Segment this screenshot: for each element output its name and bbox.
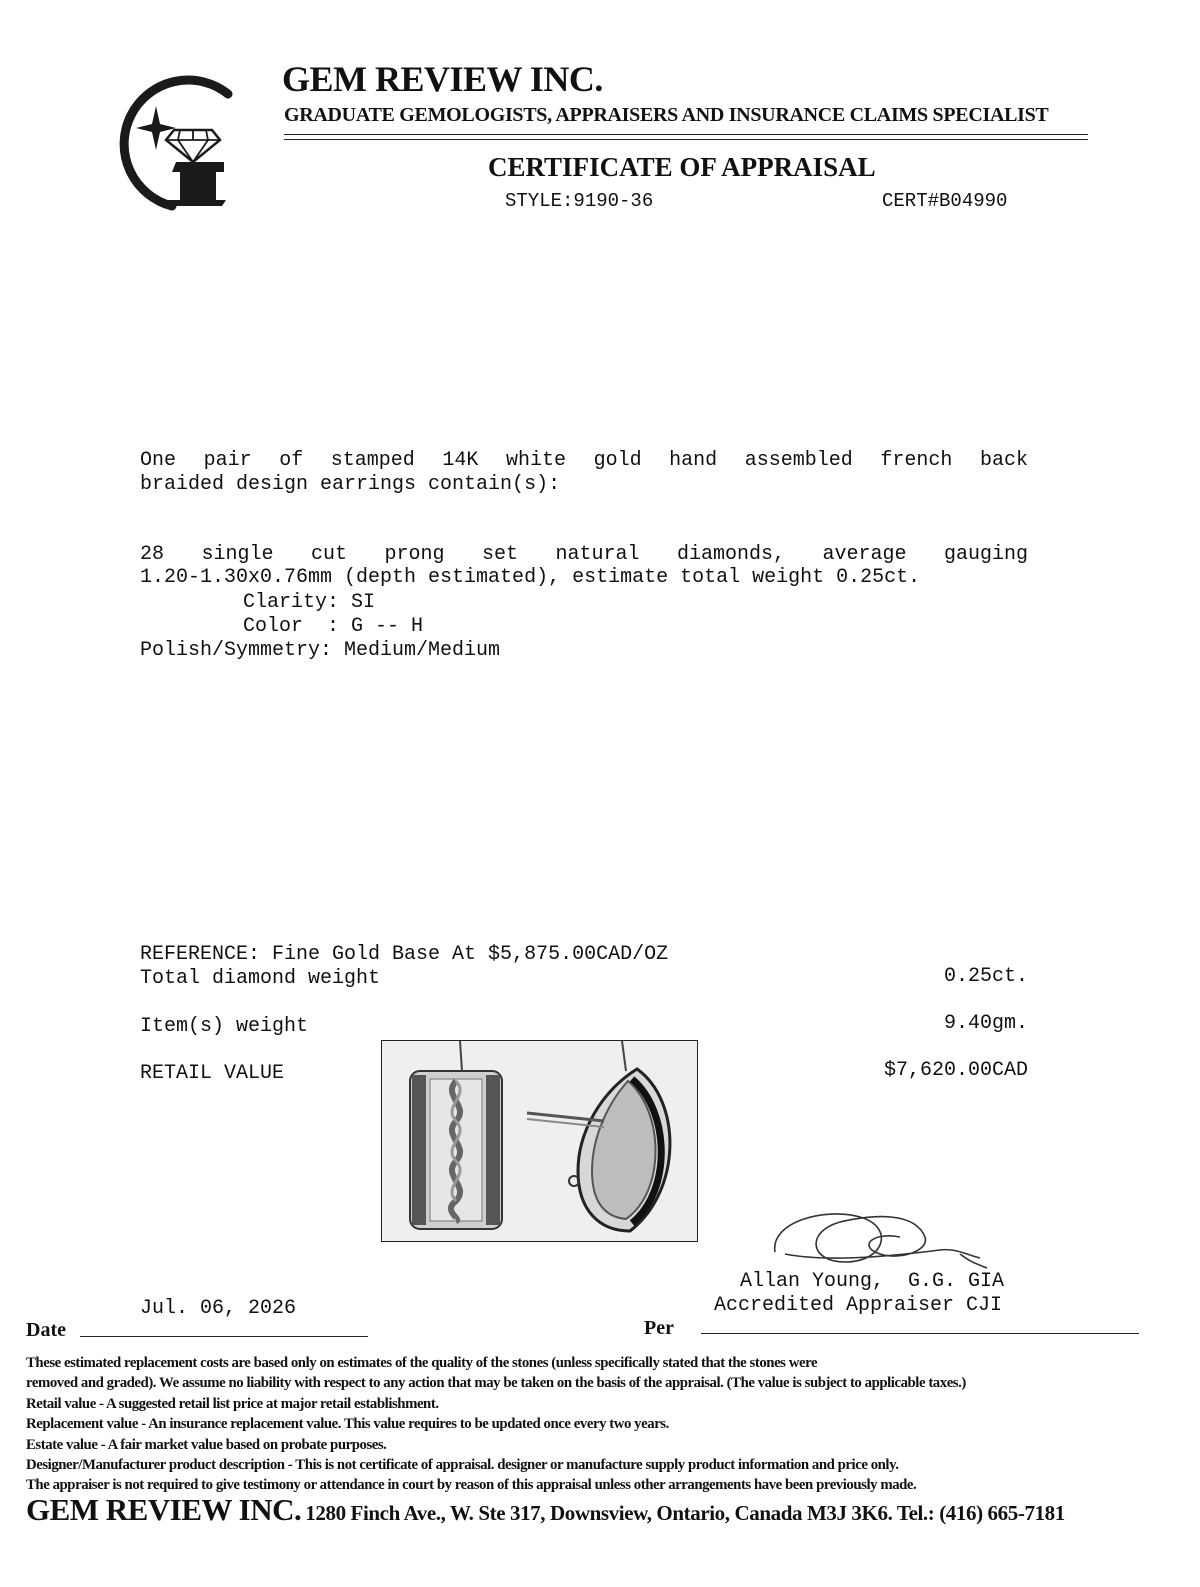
diamond-weight-label: Total diamond weight xyxy=(140,967,381,990)
footer-address: 1280 Finch Ave., W. Ste 317, Downsview, Ontario, Canada M3J 3K6. Tel.: (416) 665-7181 xyxy=(305,1501,1065,1525)
diamond-weight-value: 0.25ct. xyxy=(943,965,1028,988)
item-description: braided design earrings contain(s): xyxy=(140,473,561,496)
disclaimer-line: Retail value - A suggested retail list price at major retail establishment. xyxy=(26,1395,439,1412)
date-signature-line xyxy=(80,1336,368,1337)
earrings-image xyxy=(382,1041,698,1242)
per-signature-line xyxy=(701,1333,1139,1334)
header-divider xyxy=(284,134,1088,135)
certificate-title: CERTIFICATE OF APPRAISAL xyxy=(488,152,876,182)
disclaimer-line: Estate value - A fair market value based on probate purposes. xyxy=(26,1436,387,1453)
company-name: GEM REVIEW INC. xyxy=(282,59,603,99)
appraiser-signature-icon xyxy=(765,1192,995,1282)
product-photo xyxy=(381,1040,698,1242)
disclaimer-line: Designer/Manufacturer product description - This is not certificate of appraisal. designer or manufacture supply product information and price only. xyxy=(26,1457,899,1474)
appraisal-date: Jul. 06, 2026 xyxy=(140,1297,297,1320)
stone-color: Color : G -- H xyxy=(243,615,424,638)
style-number: STYLE:9190-36 xyxy=(505,190,654,212)
disclaimer xyxy=(26,1353,1186,1496)
appraiser-title: Accredited Appraiser CJI xyxy=(714,1294,1003,1317)
disclaimer-line: Replacement value - An insurance replacement value. This value requires to be updated once every two years. xyxy=(26,1416,669,1433)
stone-details: 28 single cut prong set natural diamonds, average gauging xyxy=(140,543,1028,566)
item-weight-label: Item(s) weight xyxy=(140,1015,309,1038)
certificate-number: CERT#B04990 xyxy=(882,190,1008,212)
header-divider xyxy=(284,139,1088,140)
company-tagline: GRADUATE GEMOLOGISTS, APPRAISERS AND INSURANCE CLAIMS SPECIALIST xyxy=(284,104,1049,126)
item-weight-value: 9.40gm. xyxy=(943,1012,1028,1035)
item-description: One pair of stamped 14K white gold hand assembled french back xyxy=(140,449,1028,472)
retail-value-amount: $7,620.00CAD xyxy=(883,1059,1028,1082)
company-logo-icon xyxy=(100,66,235,211)
stone-clarity: Clarity: SI xyxy=(243,591,376,614)
footer xyxy=(26,1492,1065,1528)
disclaimer-line: removed and graded). We assume no liability with respect to any action that may be taken on the basis of the appraisal. (The value is subject to applicable taxes.) xyxy=(26,1375,966,1392)
disclaimer-line: The appraiser is not required to give testimony or attendance in court by reason of this appraisal unless other arrangements have been previously made. xyxy=(26,1477,917,1494)
date-label: Date xyxy=(26,1319,66,1341)
retail-value-label: RETAIL VALUE xyxy=(140,1062,285,1085)
footer-company-name: GEM REVIEW INC. xyxy=(26,1492,302,1527)
disclaimer-line: These estimated replacement costs are based only on estimates of the quality of the stones (unless specifically stated that the stones were xyxy=(26,1355,818,1371)
appraiser-name: Allan Young, G.G. GIA xyxy=(740,1270,1005,1293)
stone-polish-symmetry: Polish/Symmetry: Medium/Medium xyxy=(140,639,501,662)
gold-reference: REFERENCE: Fine Gold Base At $5,875.00CAD/OZ xyxy=(140,943,669,966)
per-label: Per xyxy=(644,1317,674,1339)
stone-details: 1.20-1.30x0.76mm (depth estimated), estimate total weight 0.25ct. xyxy=(140,566,921,589)
